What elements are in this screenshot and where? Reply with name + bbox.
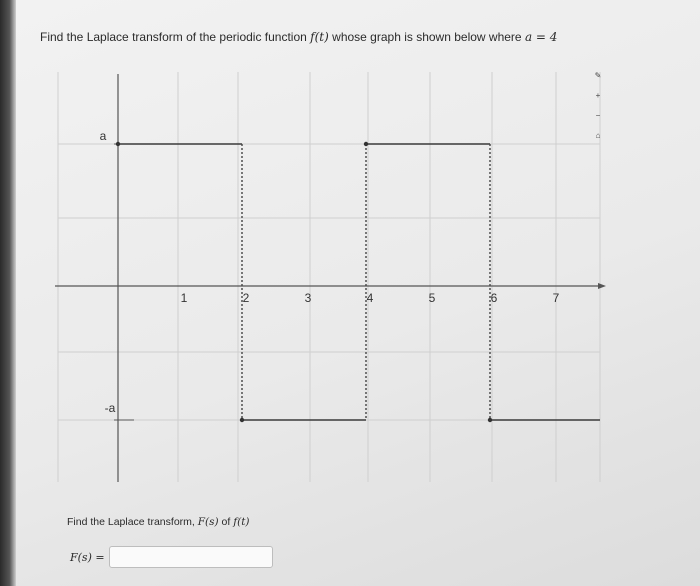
endpoint-dot: [488, 418, 492, 422]
zoom-out-icon[interactable]: −: [595, 111, 601, 120]
question-prefix: Find the Laplace transform of the periodic function: [40, 30, 307, 44]
zoom-in-icon[interactable]: +: [595, 91, 601, 100]
y-label-minus-a: -a: [104, 401, 116, 415]
x-tick-label: 1: [180, 291, 188, 305]
answer-label: F(s) =: [70, 550, 105, 564]
answer-input[interactable]: [109, 546, 273, 568]
graph-toolbar: [588, 70, 608, 142]
endpoint-dot: [116, 142, 120, 146]
endpoint-dot: [364, 142, 368, 146]
answer-row: [70, 546, 273, 568]
x-tick-label: 2: [242, 291, 250, 305]
x-tick-label: 5: [428, 291, 436, 305]
x-tick-label: 3: [304, 291, 312, 305]
x-tick-label: 7: [552, 291, 560, 305]
y-label-a: a: [99, 129, 107, 143]
prompt-F-of-s: F(s): [197, 516, 219, 528]
question-function: f(t): [310, 30, 329, 44]
x-tick-label: 4: [366, 291, 374, 305]
x-axis-arrow: [598, 283, 606, 289]
prompt-text: Find the Laplace transform,: [67, 516, 195, 528]
question-suffix: whose graph is shown below where: [332, 30, 522, 44]
x-tick-label: 6: [490, 291, 498, 305]
question-parameter: a = 4: [524, 30, 558, 44]
prompt-f-of-t: f(t): [233, 516, 250, 528]
home-icon[interactable]: ⌂: [595, 131, 601, 140]
laplace-prompt: [67, 516, 250, 528]
prompt-of: of: [221, 516, 231, 528]
endpoint-dot: [240, 418, 244, 422]
signal-plot: [116, 142, 600, 422]
pencil-icon[interactable]: ✎: [594, 71, 602, 80]
